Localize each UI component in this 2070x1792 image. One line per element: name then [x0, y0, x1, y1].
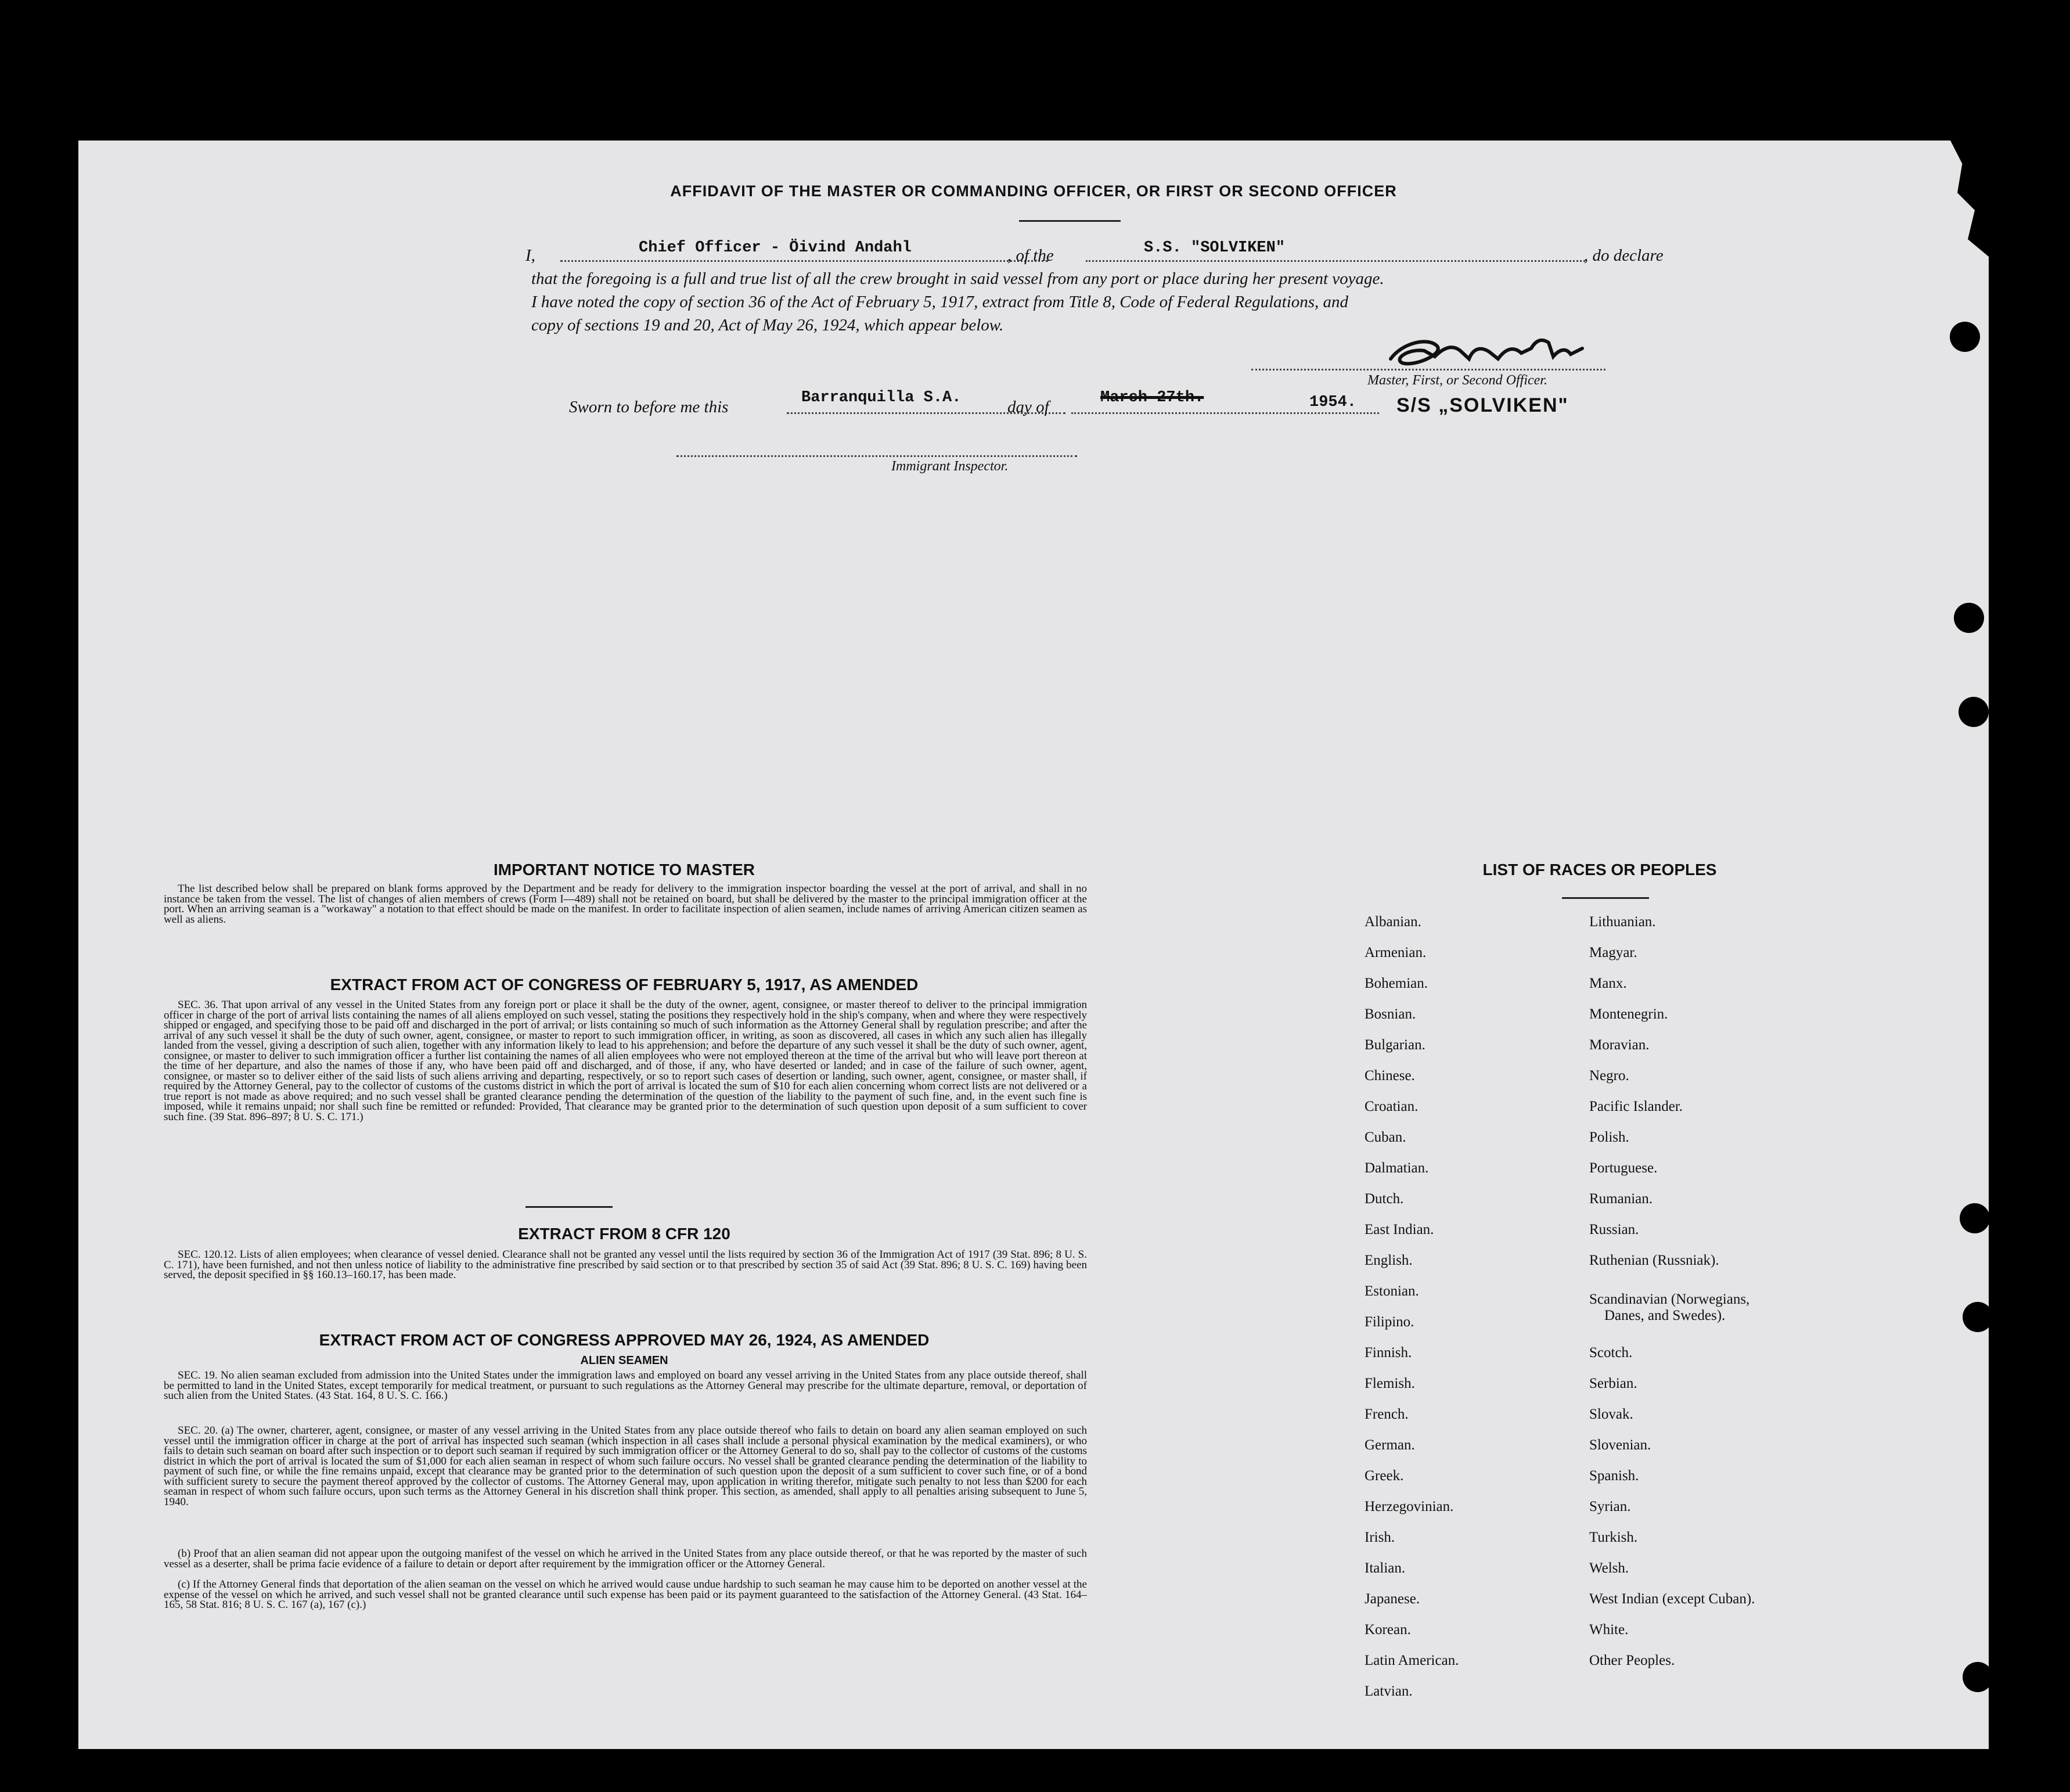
extract-1917-title: EXTRACT FROM ACT OF CONGRESS OF FEBRUARY 5, 1917, AS AMENDED: [330, 976, 919, 994]
sworn-date-line: [1071, 412, 1379, 414]
race-item: Montenegrin.: [1589, 1006, 1668, 1022]
race-item: White.: [1589, 1622, 1629, 1638]
notice-text: The list described below shall be prepared on blank forms approved by the Department and be ready for delivery to the immigration inspector boarding the vessel at the port of arrival, and shall in no instance be taken from the vessel. The list of changes of alien members of crews (Form I—489) shall not be retained on board, but shall be delivered by the master to the principal immigration officer at the port. When an arriving seaman is a "workaway" a notation to that effect should be made on the manifest. In order to facilitate inspection of alien seamen, include names of arriving American citizen seamen as well as aliens.: [164, 883, 1087, 926]
extract-cfr-text: SEC. 120.12. Lists of alien employees; when clearance of vessel denied. Clearance shall not be granted any vessel until the lists required by section 36 of the Immigration Act of 1917 (39 Stat. 896; 8 U. S. C. 171), have been furnished, and not then unless notice of liability to the administrative fine prescribed by said section or to that prescribed by section 35 of said Act (39 Stat. 896; 8 U. S. C. 169) having been served, the deposit specified in §§ 160.13–160.17, has been made.: [164, 1248, 1087, 1281]
sworn-year: 1954.: [1309, 394, 1357, 411]
declaration-line-3: copy of sections 19 and 20, Act of May 26, 1924, which appear below.: [531, 316, 1004, 334]
title-rule: [1019, 220, 1121, 222]
race-item: Moravian.: [1589, 1037, 1650, 1053]
race-item: Bosnian.: [1365, 1006, 1416, 1022]
race-item: Welsh.: [1589, 1560, 1629, 1576]
race-item: Italian.: [1365, 1560, 1406, 1576]
vessel-name-line: [1086, 260, 1585, 262]
punch-hole: [1954, 603, 1984, 633]
inspector-signature-line: [676, 455, 1077, 457]
race-item: Polish.: [1589, 1129, 1629, 1145]
race-item: Latin American.: [1365, 1653, 1459, 1668]
declaration-line-1: that the foregoing is a full and true list of all the crew brought in said vessel from any port or place during her present voyage.: [531, 269, 1384, 288]
races-title: LIST OF RACES OR PEOPLES: [1482, 861, 1717, 879]
race-item: Korean.: [1365, 1622, 1411, 1638]
punch-hole: [1959, 697, 1989, 727]
race-item: Bohemian.: [1365, 976, 1428, 991]
race-item: Syrian.: [1589, 1499, 1631, 1514]
officer-signature: [1321, 331, 1646, 377]
extract-1924-title: EXTRACT FROM ACT OF CONGRESS APPROVED MAY 26, 1924, AS AMENDED: [319, 1331, 930, 1349]
punch-hole: [1963, 1662, 1989, 1692]
race-item: Chinese.: [1365, 1068, 1415, 1084]
of-the-label: , of the: [1007, 246, 1054, 265]
race-item: Greek.: [1365, 1468, 1404, 1484]
declare-label: , do declare: [1584, 246, 1664, 265]
signer-caption: Master, First, or Second Officer.: [1367, 373, 1547, 388]
race-item: Bulgarian.: [1365, 1037, 1425, 1053]
document-page: [78, 141, 1989, 1749]
race-item: Pacific Islander.: [1589, 1099, 1683, 1114]
race-item: Magyar.: [1589, 945, 1637, 960]
race-item: Rumanian.: [1589, 1191, 1653, 1207]
sworn-label: Sworn to before me this: [569, 398, 729, 416]
officer-name: Chief Officer - Öivind Andahl: [639, 239, 912, 257]
race-item: Scotch.: [1589, 1345, 1633, 1361]
races-rule: [1562, 897, 1649, 899]
officer-name-line: [560, 260, 1048, 262]
inspector-caption: Immigrant Inspector.: [891, 459, 1009, 474]
extract-1917-text: SEC. 36. That upon arrival of any vessel in the United States from any foreign port or place it shall be the duty of the owner, agent, consignee, or master thereof to deliver to the principal immigration officer in charge of the port of arrival lists containing the names of all aliens employed on such vessel, stating the positions they respectively hold in the ship's company, when and where they were respectively shipped or engaged, and specifying those to be paid off and discharged in the port of arrival; or lists containing so much of such information as the Attorney General shall by regulation prescribe; and after the arrival of any such vessel it shall be the duty of such owner, agent, consignee, or master to report to such immigration officer, in writing, as soon as discovered, all cases in which any such alien has illegally landed from the vessel, giving a description of such alien, together with any information likely to lead to his apprehension; and before the departure of any such vessel it shall be the duty of such owner, agent, consignee, or master to deliver to such immigration officer a further list containing the names of all alien employees who were not employed thereon at the time of the arrival but who will leave port thereon at the time of her departure, and also the names of those if any, who have been paid off and discharged, and of those, if any, who have deserted or landed; and in case of the failure of such owner, agent, consignee, or master so to deliver either of the said lists of such aliens arriving and departing, respectively, or so to report such cases of desertion or landing, such owner, agent, consignee, or master shall, if required by the Attorney General, pay to the collector of customs of the customs district in which the port of arrival is located the sum of $10 for each alien concerning whom correct lists are not delivered or a true report is not made as above required; and no such vessel shall be granted clearance pending the determination of the question of the liability to the payment of such fine, and, in the event such fine is imposed, while it remains unpaid; nor shall such fine be remitted or refunded: Provided, That clearance may be granted prior to the determination of such question upon deposit of a sum sufficient to cover such fine. (39 Stat. 896–897; 8 U. S. C. 171.): [164, 999, 1087, 1123]
race-item: Scandinavian (Norwegians,: [1589, 1291, 1750, 1307]
sworn-place: Barranquilla S.A.: [801, 389, 962, 406]
extract-1924-sec20a: SEC. 20. (a) The owner, charterer, agent, consignee, or master of any vessel arriving in the United States from any place outside thereof who fails to detain on board any alien seaman employed on such vessel until the immigration officer in charge at the port of arrival has inspected such seaman (which inspection in all cases shall include a personal physical examination by the medical examiners), or who fails to detain such seaman on board after such inspection or to deport such seaman if required by such immigration officer or the Attorney General to do so, shall pay to the collector of customs of the customs district in which the port of arrival is located the sum of $1,000 for each alien seaman in respect of whom such failure occurs. No vessel shall be granted clearance pending the determination of the liability to payment of such fine, or while the fine remains unpaid, except that clearance may be granted prior to the determination of such question upon the deposit of a sum sufficient to cover such fine, or of a bond with sufficient surety to secure the payment thereof approved by the collector of customs. The Attorney General may, upon application in writing therefor, mitigate such penalty to not less than $200 for each seaman in respect of whom such failure occurs, upon such terms as the Attorney General in his discretion shall think proper. This section, as amended, shall apply to all penalties arising subsequent to June 5, 1940.: [164, 1424, 1087, 1508]
affidavit-title: AFFIDAVIT OF THE MASTER OR COMMANDING OFFICER, OR FIRST OR SECOND OFFICER: [670, 182, 1397, 200]
punch-hole: [1963, 1302, 1989, 1332]
race-item: Danes, and Swedes).: [1604, 1308, 1726, 1323]
vessel-name: S.S. "SOLVIKEN": [1144, 239, 1286, 257]
extract-1924-sec19: SEC. 19. No alien seaman excluded from admission into the United States under the immigration laws and employed on board any vessel arriving in the United States from any place outside thereof, shall be permitted to land in the United States, except temporarily for medical treatment, or pursuant to such regulations as the Attorney General may prescribe for the ultimate departure, removal, or deportation of such alien from the United States. (43 Stat. 164, 8 U. S. C. 166.): [164, 1369, 1087, 1402]
race-item: Serbian.: [1589, 1376, 1637, 1391]
sworn-date: March 27th.: [1100, 389, 1204, 406]
race-item: Manx.: [1589, 976, 1627, 991]
race-item: Flemish.: [1365, 1376, 1415, 1391]
vessel-stamp: S/S „SOLVIKEN": [1396, 394, 1569, 416]
extract-1924-sec20c: (c) If the Attorney General finds that deportation of the alien seaman on the vessel on which he arrived would cause undue hardship to such seaman he may cause him to be deported on another vessel at the expense of the vessel on which he arrived, and such vessel shall not be granted clearance until such expense has been paid or its payment guaranteed to the satisfaction of the Attorney General. (43 Stat. 164–165, 58 Stat. 816; 8 U. S. C. 167 (a), 167 (c).): [164, 1578, 1087, 1611]
race-item: German.: [1365, 1437, 1415, 1453]
race-item: Armenian.: [1365, 945, 1427, 960]
race-item: Dalmatian.: [1365, 1160, 1429, 1176]
race-item: Latvian.: [1365, 1683, 1413, 1699]
race-item: Turkish.: [1589, 1530, 1638, 1545]
punch-hole: [1960, 1203, 1989, 1233]
race-item: Irish.: [1365, 1530, 1395, 1545]
extract-cfr-title: EXTRACT FROM 8 CFR 120: [518, 1225, 730, 1243]
race-item: Slovenian.: [1589, 1437, 1651, 1453]
race-item: Portuguese.: [1589, 1160, 1658, 1176]
race-item: Dutch.: [1365, 1191, 1404, 1207]
signature-line: [1251, 369, 1605, 370]
race-item: East Indian.: [1365, 1222, 1434, 1237]
race-item: English.: [1365, 1253, 1413, 1268]
declaration-line-2: I have noted the copy of section 36 of the Act of February 5, 1917, extract from Title 8, Code of Federal Regulations, and: [531, 293, 1349, 311]
race-item: Negro.: [1589, 1068, 1629, 1084]
race-item: West Indian (except Cuban).: [1589, 1591, 1755, 1607]
race-item: Finnish.: [1365, 1345, 1412, 1361]
section-rule-1: [525, 1206, 613, 1208]
race-item: Other Peoples.: [1589, 1653, 1675, 1668]
race-item: Russian.: [1589, 1222, 1639, 1237]
extract-1924-sec20b: (b) Proof that an alien seaman did not appear upon the outgoing manifest of the vessel on which he arrived in the United States from any place outside thereof, or that he was reported by the master of such vessel as a deserter, shall be prima facie evidence of a failure to detain or deport after requirement by the immigration officer or the Attorney General.: [164, 1548, 1087, 1570]
race-item: Croatian.: [1365, 1099, 1419, 1114]
race-item: Ruthenian (Russniak).: [1589, 1253, 1719, 1268]
day-of-label: day of: [1007, 398, 1049, 416]
race-item: Spanish.: [1589, 1468, 1639, 1484]
race-item: Japanese.: [1365, 1591, 1420, 1607]
race-item: French.: [1365, 1406, 1409, 1422]
race-item: Estonian.: [1365, 1283, 1419, 1299]
race-item: Cuban.: [1365, 1129, 1406, 1145]
race-item: Slovak.: [1589, 1406, 1633, 1422]
race-item: Filipino.: [1365, 1314, 1414, 1330]
race-item: Herzegovinian.: [1365, 1499, 1454, 1514]
race-item: Albanian.: [1365, 914, 1421, 930]
extract-1924-subtitle: ALIEN SEAMEN: [580, 1354, 668, 1367]
punch-hole: [1950, 322, 1980, 352]
i-label: I,: [525, 246, 535, 265]
race-item: Lithuanian.: [1589, 914, 1656, 930]
notice-title: IMPORTANT NOTICE TO MASTER: [493, 861, 755, 879]
